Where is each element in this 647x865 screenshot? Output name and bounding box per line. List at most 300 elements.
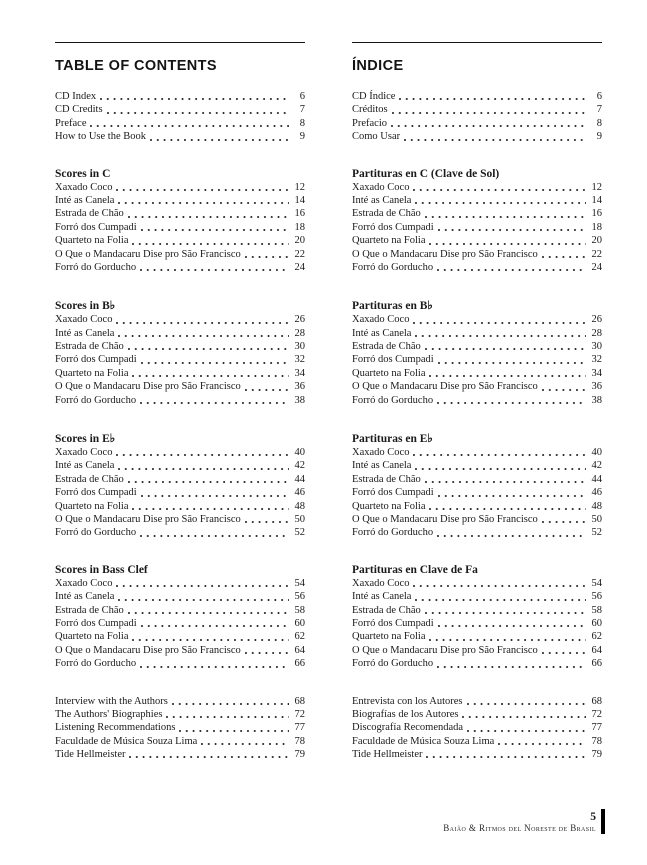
toc-entry xyxy=(352,473,602,486)
toc-sections-spanish xyxy=(352,90,602,761)
toc-entry xyxy=(352,194,602,207)
entry-page-number: 9 xyxy=(596,131,602,143)
dot-leader xyxy=(413,181,586,194)
entry-title: Quarteto na Folia xyxy=(55,631,129,643)
toc-entry xyxy=(55,181,305,194)
toc-entry xyxy=(352,394,602,407)
toc-entry xyxy=(55,313,305,326)
entry-page-number: 56 xyxy=(591,591,602,603)
toc-entry xyxy=(55,327,305,340)
entry-page-number: 68 xyxy=(294,695,305,707)
entry-page-number: 62 xyxy=(294,631,305,643)
toc-entry xyxy=(55,248,305,261)
toc-entry xyxy=(55,90,305,103)
dot-leader xyxy=(467,695,586,708)
toc-entry xyxy=(55,367,305,380)
entry-title: How to Use the Book xyxy=(55,131,146,143)
dot-leader xyxy=(438,617,586,630)
toc-entry xyxy=(352,221,602,234)
dot-leader xyxy=(542,380,586,393)
entry-title: Forró dos Cumpadi xyxy=(55,617,137,629)
toc-entry xyxy=(352,513,602,526)
dot-leader xyxy=(107,103,289,116)
dot-leader xyxy=(437,261,586,274)
entry-page-number: 34 xyxy=(591,367,602,379)
toc-entry xyxy=(55,526,305,539)
entry-title: O Que o Mandacaru Dise pro São Francisco xyxy=(352,381,538,393)
entry-title: Entrevista con los Autores xyxy=(352,695,463,707)
entry-title: Xaxado Coco xyxy=(352,577,410,589)
entry-page-number: 36 xyxy=(294,381,305,393)
dot-leader xyxy=(141,486,289,499)
dot-leader xyxy=(132,234,289,247)
entry-title: Estrada de Chão xyxy=(352,473,421,485)
dot-leader xyxy=(118,590,289,603)
entry-title: Forró do Gorducho xyxy=(55,658,137,670)
dot-leader xyxy=(128,473,289,486)
dot-leader xyxy=(150,130,289,143)
section-header: Partituras en Clave de Fa xyxy=(352,563,478,576)
toc-entry xyxy=(352,117,602,130)
entry-title: Como Usar xyxy=(352,131,401,143)
dot-leader xyxy=(542,513,586,526)
toc-entry xyxy=(55,577,305,590)
toc-entry xyxy=(352,657,602,670)
entry-page-number: 40 xyxy=(591,447,602,459)
dot-leader xyxy=(437,657,586,670)
entry-page-number: 77 xyxy=(294,722,305,734)
entry-title: O Que o Mandacaru Dise pro São Francisco xyxy=(55,381,241,393)
entry-title: Inté as Canela xyxy=(55,460,115,472)
entry-title: Estrada de Chão xyxy=(352,604,421,616)
dot-leader xyxy=(399,90,586,103)
dot-leader xyxy=(172,695,289,708)
toc-section xyxy=(55,431,305,540)
entry-page-number: 50 xyxy=(294,513,305,525)
toc-entry xyxy=(55,721,305,734)
toc-entry xyxy=(55,117,305,130)
dot-leader xyxy=(245,248,289,261)
dot-leader xyxy=(132,630,289,643)
dot-leader xyxy=(118,459,289,472)
dot-leader xyxy=(413,446,586,459)
toc-section xyxy=(55,564,305,671)
entry-page-number: 44 xyxy=(294,473,305,485)
dot-leader xyxy=(201,735,289,748)
dot-leader xyxy=(179,721,289,734)
entry-page-number: 62 xyxy=(591,631,602,643)
entry-title: Inté as Canela xyxy=(352,194,412,206)
toc-entry xyxy=(352,486,602,499)
entry-page-number: 30 xyxy=(591,341,602,353)
entry-title: Inté as Canela xyxy=(55,327,115,339)
toc-section xyxy=(352,431,602,540)
entry-title: Forró do Gorducho xyxy=(352,658,434,670)
entry-title: Forró do Gorducho xyxy=(352,261,434,273)
toc-entry xyxy=(352,207,602,220)
entry-page-number: 28 xyxy=(294,327,305,339)
entry-title: Xaxado Coco xyxy=(352,181,410,193)
toc-entry xyxy=(55,103,305,116)
dot-leader xyxy=(140,394,289,407)
dot-leader xyxy=(116,313,289,326)
entry-title: Xaxado Coco xyxy=(352,447,410,459)
entry-page-number: 42 xyxy=(294,460,305,472)
toc-entry xyxy=(55,234,305,247)
dot-leader xyxy=(437,526,586,539)
entry-title: Forró dos Cumpadi xyxy=(352,354,434,366)
toc-column-spanish xyxy=(352,42,602,785)
entry-page-number: 28 xyxy=(591,327,602,339)
dot-leader xyxy=(542,644,586,657)
toc-entry xyxy=(352,353,602,366)
top-rule-left xyxy=(55,42,305,43)
entry-title: Estrada de Chão xyxy=(55,341,124,353)
entry-title: Interview with the Authors xyxy=(55,695,168,707)
toc-entry xyxy=(352,748,602,761)
dot-leader xyxy=(404,130,586,143)
toc-entry xyxy=(55,380,305,393)
dot-leader xyxy=(467,721,586,734)
toc-section xyxy=(352,90,602,144)
entry-page-number: 60 xyxy=(294,617,305,629)
entry-page-number: 18 xyxy=(591,221,602,233)
entry-title: Inté as Canela xyxy=(352,460,412,472)
page-number: 5 xyxy=(590,811,596,823)
entry-title: Xaxado Coco xyxy=(55,577,113,589)
dot-leader xyxy=(141,353,289,366)
toc-section xyxy=(55,298,305,407)
dot-leader xyxy=(429,234,586,247)
dot-leader xyxy=(128,340,289,353)
entry-page-number: 48 xyxy=(294,500,305,512)
dot-leader xyxy=(438,353,586,366)
toc-entry xyxy=(352,617,602,630)
footer-text xyxy=(443,811,601,834)
entry-title: Estrada de Chão xyxy=(352,208,421,220)
entry-page-number: 72 xyxy=(591,708,602,720)
toc-entry xyxy=(352,526,602,539)
section-header: Partituras en C (Clave de Sol) xyxy=(352,167,500,180)
entry-title: Forró do Gorducho xyxy=(55,527,137,539)
entry-title: Forró dos Cumpadi xyxy=(352,487,434,499)
toc-entry xyxy=(55,221,305,234)
entry-title: O Que o Mandacaru Dise pro São Francisco xyxy=(352,513,538,525)
toc-section xyxy=(55,90,305,144)
toc-entry xyxy=(55,500,305,513)
toc-entry xyxy=(352,130,602,143)
entry-page-number: 32 xyxy=(591,354,602,366)
toc-entry xyxy=(55,604,305,617)
toc-entry xyxy=(55,261,305,274)
dot-leader xyxy=(116,446,289,459)
dot-leader xyxy=(90,117,289,130)
entry-title: Faculdade de Música Souza Lima xyxy=(352,735,495,747)
dot-leader xyxy=(498,735,586,748)
entry-page-number: 12 xyxy=(591,181,602,193)
entry-page-number: 60 xyxy=(591,617,602,629)
toc-entry xyxy=(55,486,305,499)
entry-title: Quarteto na Folia xyxy=(352,631,426,643)
entry-title: The Authors' Biographies xyxy=(55,708,163,720)
entry-page-number: 72 xyxy=(294,708,305,720)
entry-title: Quarteto na Folia xyxy=(55,235,129,247)
toc-entry xyxy=(55,630,305,643)
dot-leader xyxy=(425,473,586,486)
toc-section xyxy=(352,564,602,671)
section-header: Scores in Bass Clef xyxy=(55,563,148,576)
entry-title: Quarteto na Folia xyxy=(352,500,426,512)
dot-leader xyxy=(413,313,586,326)
toc-entry xyxy=(352,708,602,721)
entry-page-number: 18 xyxy=(294,221,305,233)
toc-entry xyxy=(352,459,602,472)
entry-page-number: 7 xyxy=(596,104,602,116)
toc-entry xyxy=(352,630,602,643)
section-header: Partituras en B♭ xyxy=(352,300,433,313)
entry-page-number: 56 xyxy=(294,591,305,603)
entry-title: Xaxado Coco xyxy=(55,314,113,326)
toc-entry xyxy=(352,234,602,247)
entry-title: Xaxado Coco xyxy=(55,447,113,459)
toc-entry xyxy=(55,644,305,657)
toc-entry xyxy=(55,394,305,407)
section-header: Scores in C xyxy=(55,167,111,180)
toc-entry xyxy=(352,590,602,603)
entry-page-number: 50 xyxy=(591,513,602,525)
toc-entry xyxy=(55,695,305,708)
entry-title: CD Index xyxy=(55,91,97,102)
entry-title: O Que o Mandacaru Dise pro São Francisco xyxy=(55,644,241,656)
toc-entry xyxy=(352,248,602,261)
entry-page-number: 22 xyxy=(294,248,305,260)
entry-page-number: 32 xyxy=(294,354,305,366)
toc-entry xyxy=(55,207,305,220)
toc-entry xyxy=(352,735,602,748)
entry-page-number: 48 xyxy=(591,500,602,512)
section-header: Scores in B♭ xyxy=(55,300,116,313)
toc-entry xyxy=(352,380,602,393)
entry-page-number: 64 xyxy=(294,644,305,656)
toc-entry xyxy=(55,459,305,472)
entry-title: Faculdade de Música Souza Lima xyxy=(55,735,198,747)
toc-entry xyxy=(55,748,305,761)
entry-page-number: 40 xyxy=(294,447,305,459)
dot-leader xyxy=(425,207,586,220)
entry-page-number: 14 xyxy=(294,194,305,206)
entry-page-number: 16 xyxy=(591,208,602,220)
entry-page-number: 6 xyxy=(299,91,305,102)
dot-leader xyxy=(415,590,586,603)
entry-page-number: 66 xyxy=(591,658,602,670)
dot-leader xyxy=(140,261,289,274)
dot-leader xyxy=(245,513,289,526)
toc-entry xyxy=(55,657,305,670)
toc-entry xyxy=(352,721,602,734)
dot-leader xyxy=(118,327,289,340)
entry-title: Estrada de Chão xyxy=(55,208,124,220)
entry-title: Inté as Canela xyxy=(55,194,115,206)
dot-leader xyxy=(245,380,289,393)
entry-title: Quarteto na Folia xyxy=(352,235,426,247)
toc-entry xyxy=(55,708,305,721)
toc-sections-english xyxy=(55,90,305,761)
toc-entry xyxy=(352,644,602,657)
dot-leader xyxy=(140,657,289,670)
entry-title: Quarteto na Folia xyxy=(352,367,426,379)
toc-entry xyxy=(352,327,602,340)
toc-section xyxy=(352,298,602,407)
toc-entry xyxy=(352,446,602,459)
entry-page-number: 22 xyxy=(591,248,602,260)
dot-leader xyxy=(438,486,586,499)
entry-title: O Que o Mandacaru Dise pro São Francisco xyxy=(55,248,241,260)
entry-title: O Que o Mandacaru Dise pro São Francisco xyxy=(55,513,241,525)
toc-heading-english: TABLE OF CONTENTS xyxy=(55,58,217,74)
toc-entry xyxy=(55,353,305,366)
entry-title: Forró do Gorducho xyxy=(55,394,137,406)
entry-page-number: 38 xyxy=(294,394,305,406)
dot-leader xyxy=(100,90,289,103)
entry-title: Inté as Canela xyxy=(352,591,412,603)
page-footer xyxy=(443,811,605,834)
entry-page-number: 26 xyxy=(294,314,305,326)
entry-page-number: 46 xyxy=(294,487,305,499)
dot-leader xyxy=(116,181,289,194)
entry-title: Estrada de Chão xyxy=(55,473,124,485)
entry-title: CD Credits xyxy=(55,104,103,116)
toc-entry xyxy=(352,103,602,116)
dot-leader xyxy=(391,117,586,130)
entry-page-number: 52 xyxy=(294,527,305,539)
dot-leader xyxy=(429,367,586,380)
entry-title: Listening Recommendations xyxy=(55,722,176,734)
toc-entry xyxy=(55,617,305,630)
dot-leader xyxy=(245,644,289,657)
entry-page-number: 58 xyxy=(294,604,305,616)
entry-page-number: 16 xyxy=(294,208,305,220)
toc-entry xyxy=(352,313,602,326)
dot-leader xyxy=(542,248,586,261)
toc-entry xyxy=(352,90,602,103)
toc-entry xyxy=(352,367,602,380)
book-title: Baião & Ritmos del Noreste de Brasil xyxy=(443,823,596,833)
entry-page-number: 6 xyxy=(596,91,602,102)
entry-title: Tide Hellmeister xyxy=(55,749,126,761)
entry-page-number: 77 xyxy=(591,722,602,734)
entry-page-number: 7 xyxy=(299,104,305,116)
dot-leader xyxy=(141,617,289,630)
entry-title: Forró do Gorducho xyxy=(55,261,137,273)
dot-leader xyxy=(129,748,289,761)
entry-title: Inté as Canela xyxy=(55,591,115,603)
entry-title: Discografía Recomendada xyxy=(352,722,464,734)
toc-entry xyxy=(352,577,602,590)
dot-leader xyxy=(132,367,289,380)
dot-leader xyxy=(437,394,586,407)
dot-leader xyxy=(415,194,586,207)
entry-title: Biografías de los Autores xyxy=(352,708,459,720)
entry-title: Forró dos Cumpadi xyxy=(55,487,137,499)
entry-page-number: 64 xyxy=(591,644,602,656)
dot-leader xyxy=(166,708,289,721)
toc-entry xyxy=(352,695,602,708)
dot-leader xyxy=(425,604,586,617)
entry-page-number: 34 xyxy=(294,367,305,379)
toc-entry xyxy=(55,130,305,143)
entry-page-number: 78 xyxy=(294,735,305,747)
dot-leader xyxy=(425,340,586,353)
dot-leader xyxy=(141,221,289,234)
toc-column-english xyxy=(55,42,305,785)
entry-title: Inté as Canela xyxy=(352,327,412,339)
dot-leader xyxy=(429,630,586,643)
entry-page-number: 78 xyxy=(591,735,602,747)
entry-page-number: 36 xyxy=(591,381,602,393)
entry-page-number: 79 xyxy=(591,749,602,761)
entry-page-number: 20 xyxy=(591,235,602,247)
entry-page-number: 30 xyxy=(294,341,305,353)
entry-page-number: 24 xyxy=(294,261,305,273)
top-rule-right xyxy=(352,42,602,43)
entry-title: Xaxado Coco xyxy=(55,181,113,193)
toc-entry xyxy=(55,446,305,459)
entry-title: Créditos xyxy=(352,104,388,116)
toc-section xyxy=(352,695,602,762)
toc-heading-spanish: ÍNDICE xyxy=(352,58,404,74)
entry-page-number: 54 xyxy=(294,577,305,589)
entry-page-number: 79 xyxy=(294,749,305,761)
dot-leader xyxy=(116,577,289,590)
entry-page-number: 58 xyxy=(591,604,602,616)
entry-page-number: 8 xyxy=(596,117,602,129)
toc-entry xyxy=(352,604,602,617)
entry-page-number: 42 xyxy=(591,460,602,472)
entry-title: O Que o Mandacaru Dise pro São Francisco xyxy=(352,248,538,260)
dot-leader xyxy=(415,459,586,472)
entry-title: Tide Hellmeister xyxy=(352,749,423,761)
entry-title: Prefacio xyxy=(352,117,387,129)
entry-page-number: 38 xyxy=(591,394,602,406)
toc-entry xyxy=(55,340,305,353)
dot-leader xyxy=(132,500,289,513)
section-header: Scores in E♭ xyxy=(55,433,116,446)
toc-columns xyxy=(55,42,602,785)
dot-leader xyxy=(415,327,586,340)
entry-title: Estrada de Chão xyxy=(55,604,124,616)
entry-page-number: 66 xyxy=(294,658,305,670)
entry-title: Forró do Gorducho xyxy=(352,394,434,406)
entry-page-number: 26 xyxy=(591,314,602,326)
entry-page-number: 24 xyxy=(591,261,602,273)
entry-page-number: 54 xyxy=(591,577,602,589)
entry-title: Preface xyxy=(55,117,87,129)
footer-bar xyxy=(601,809,605,834)
toc-section xyxy=(55,695,305,762)
entry-title: Quarteto na Folia xyxy=(55,367,129,379)
dot-leader xyxy=(438,221,586,234)
toc-entry xyxy=(55,473,305,486)
entry-page-number: 20 xyxy=(294,235,305,247)
entry-page-number: 12 xyxy=(294,181,305,193)
toc-entry xyxy=(352,500,602,513)
entry-title: O Que o Mandacaru Dise pro São Francisco xyxy=(352,644,538,656)
toc-entry xyxy=(352,340,602,353)
dot-leader xyxy=(462,708,586,721)
entry-page-number: 68 xyxy=(591,695,602,707)
entry-title: Forró dos Cumpadi xyxy=(352,221,434,233)
entry-title: Forró dos Cumpadi xyxy=(352,617,434,629)
